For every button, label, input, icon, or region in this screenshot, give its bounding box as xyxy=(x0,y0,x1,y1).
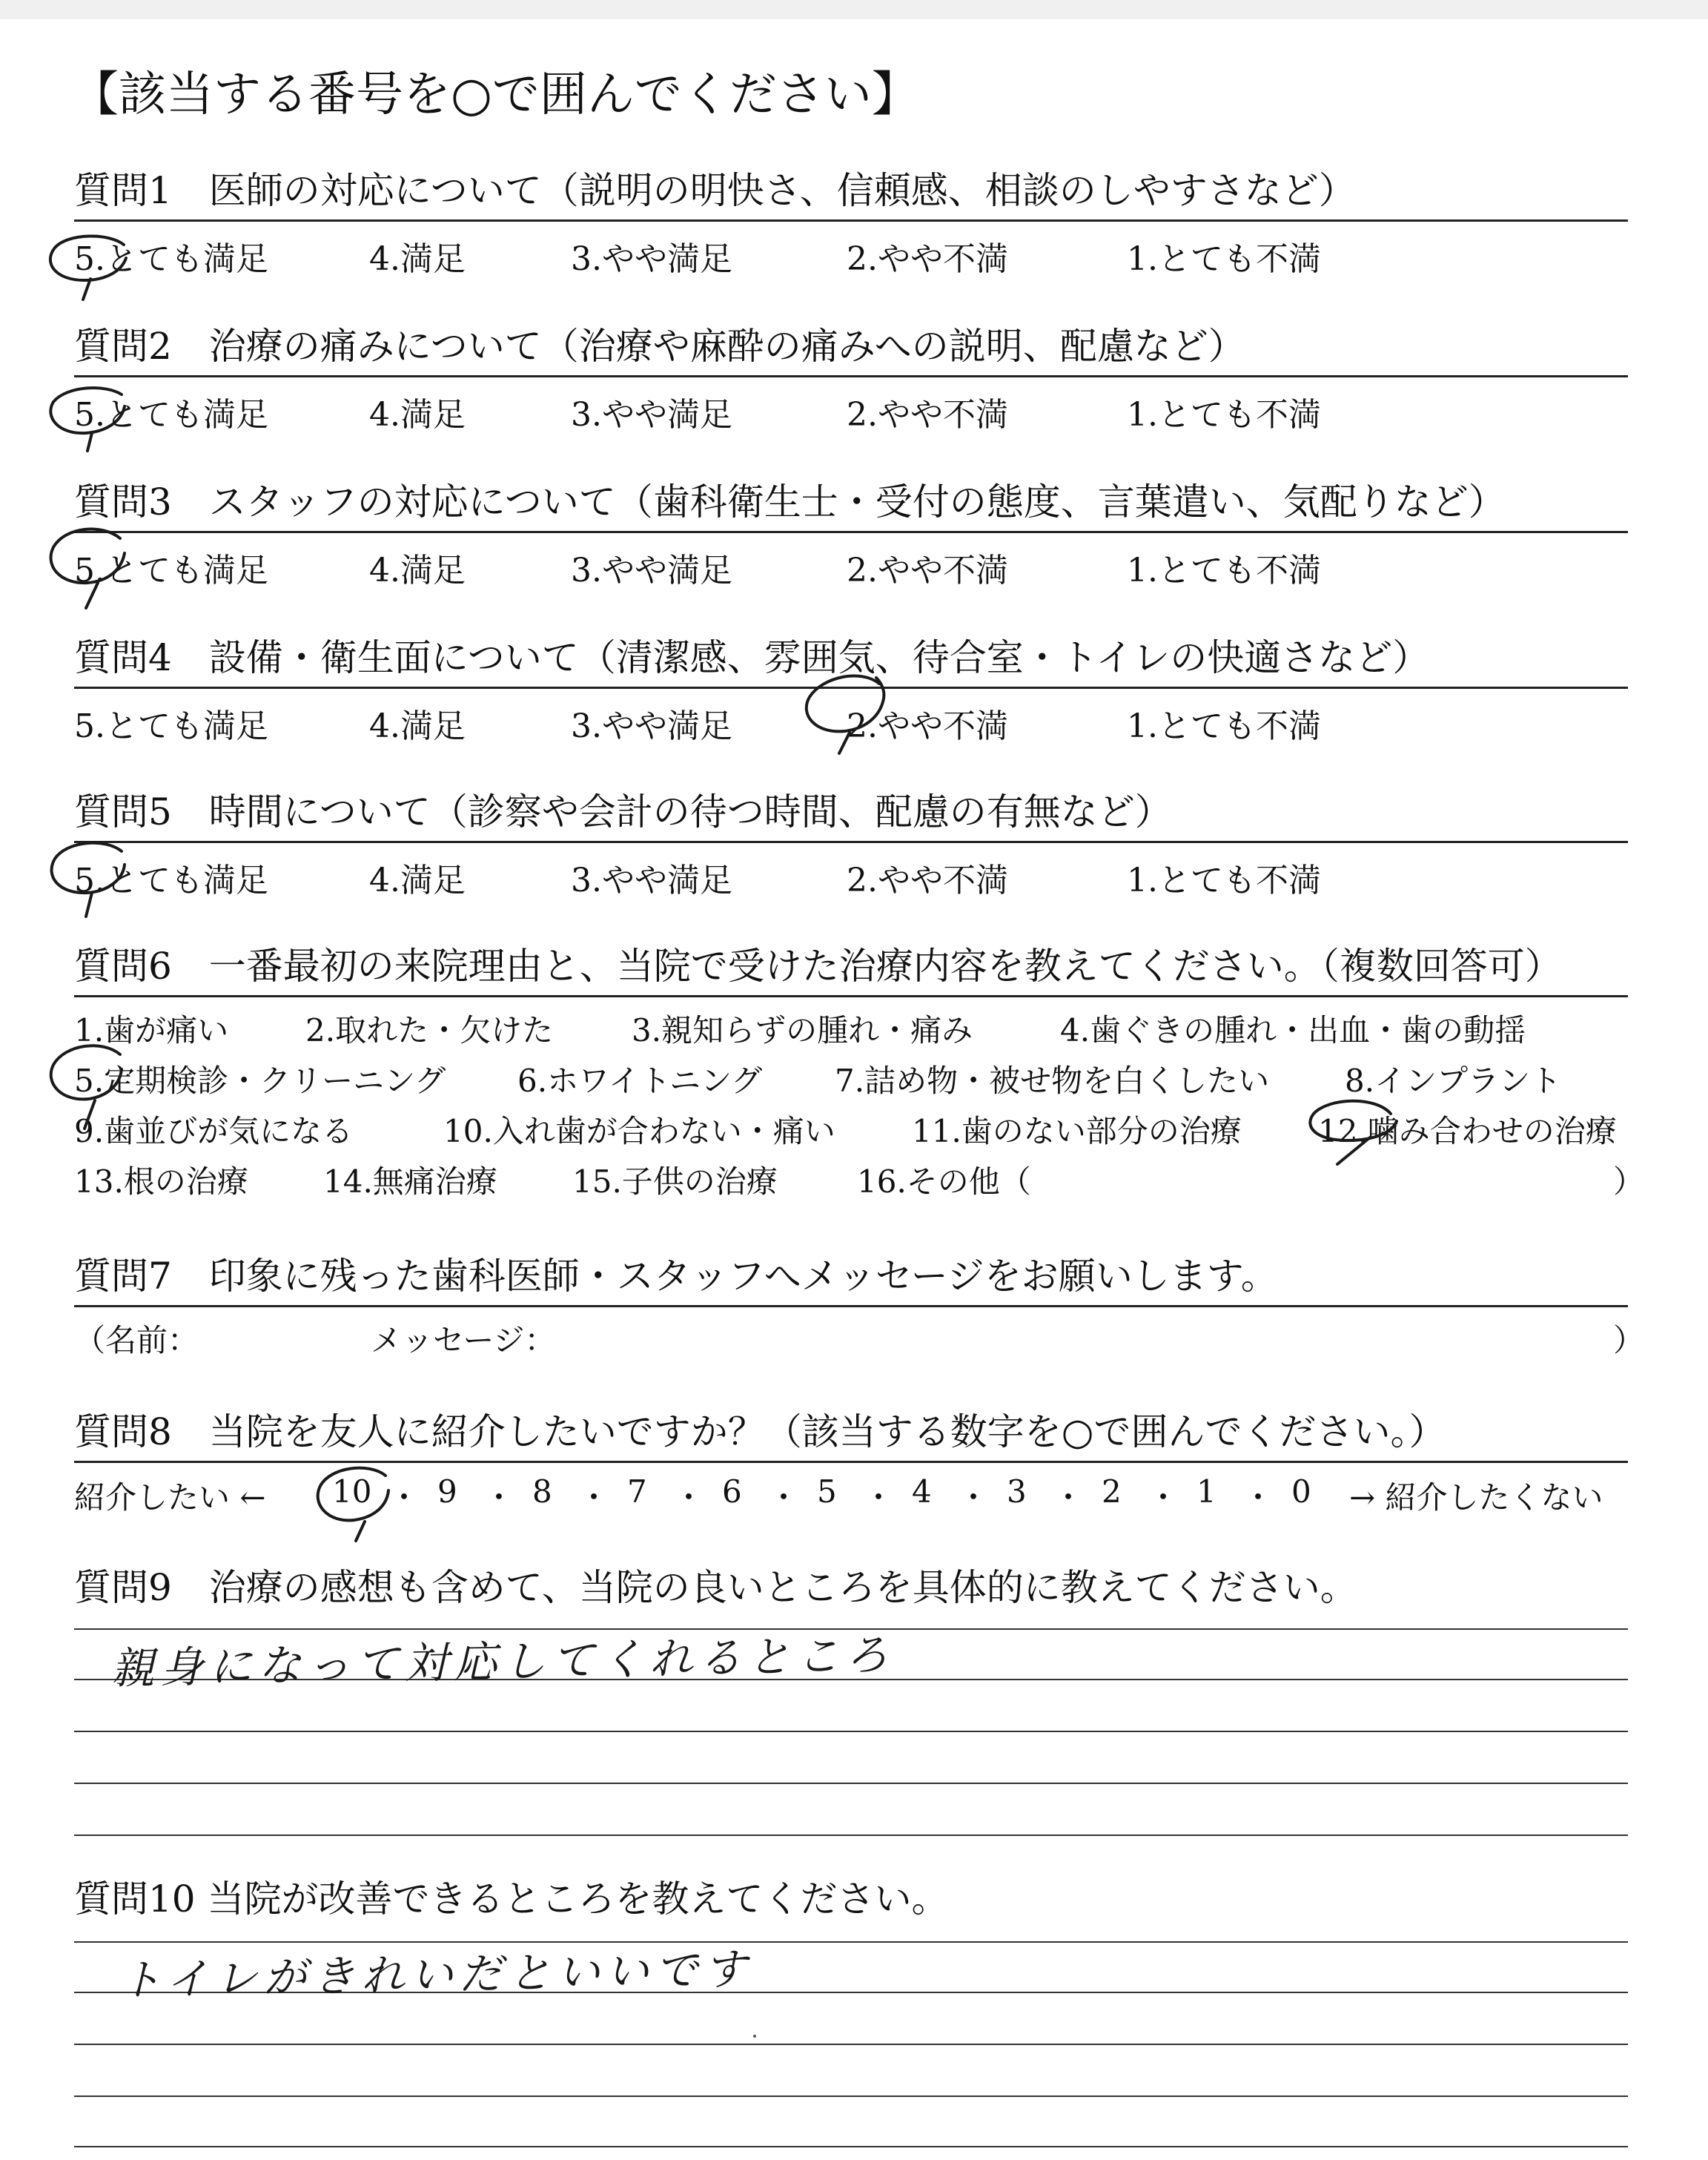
question-6-options xyxy=(74,1000,1645,1202)
q5-option-4[interactable]: 4.満足 xyxy=(369,862,466,899)
q6-option-11[interactable]: 11.歯のない部分の治療 xyxy=(912,1113,1242,1149)
question-4 xyxy=(74,635,1628,745)
q10-handwritten-answer[interactable]: トイレがきれいだといいです xyxy=(118,1943,753,2006)
question-9-title: 質問9 治療の感想も含めて、当院の良いところを具体的に教えてください。 xyxy=(74,1566,1357,1609)
q6-option-2[interactable]: 2.取れた・欠けた xyxy=(305,1012,554,1048)
question-10 xyxy=(74,1876,1628,1922)
question-5 xyxy=(74,789,1628,899)
q5-option-2[interactable]: 2.やや不満 xyxy=(847,862,1008,899)
scan-top-edge xyxy=(0,0,1708,19)
question-7-title: 質問7 印象に残った歯科医師・スタッフへメッセージをお願いします。 xyxy=(74,1255,1278,1298)
q8-score-5[interactable]: 5 xyxy=(817,1473,837,1510)
q8-score-1[interactable]: 1 xyxy=(1196,1473,1217,1510)
q5-option-1[interactable]: 1.とても不満 xyxy=(1127,862,1321,899)
q8-score-2[interactable]: 2 xyxy=(1102,1473,1122,1510)
q10-writing-line xyxy=(74,2146,1628,2147)
question-9 xyxy=(74,1565,1628,1611)
q2-option-4[interactable]: 4.満足 xyxy=(369,396,466,434)
q7-name-label: （名前： xyxy=(74,1322,199,1358)
q6-option-10[interactable]: 10.入れ歯が合わない・痛い xyxy=(443,1113,835,1149)
question-4-options xyxy=(74,692,1628,745)
question-2-rule xyxy=(74,375,1628,377)
q4-option-2[interactable]: 2.やや不満 xyxy=(847,707,1008,745)
q8-sep: ・ xyxy=(483,1479,515,1516)
question-3-options xyxy=(74,536,1628,589)
q3-option-1[interactable]: 1.とても不満 xyxy=(1127,552,1321,589)
question-4-rule xyxy=(74,687,1628,689)
q2-option-5[interactable]: 5.とても満足 xyxy=(74,396,268,434)
question-1-rule xyxy=(74,219,1628,222)
q8-score-8[interactable]: 8 xyxy=(532,1473,552,1510)
q4-option-4[interactable]: 4.満足 xyxy=(369,707,466,745)
q6-option-14[interactable]: 14.無痛治療 xyxy=(323,1163,497,1200)
q1-option-5[interactable]: 5.とても満足 xyxy=(74,240,268,278)
q4-option-5[interactable]: 5.とても満足 xyxy=(74,707,268,745)
q3-option-4[interactable]: 4.満足 xyxy=(369,552,466,589)
q10-writing-line xyxy=(74,2044,1628,2045)
question-2-options xyxy=(74,380,1628,434)
q2-option-3[interactable]: 3.やや満足 xyxy=(571,396,732,434)
q8-sep: ・ xyxy=(388,1479,420,1516)
q8-score-4[interactable]: 4 xyxy=(912,1473,932,1510)
q7-close-paren: ） xyxy=(1613,1322,1645,1358)
question-10-title: 質問10 当院が改善できるところを教えてください。 xyxy=(74,1877,949,1920)
q6-option-3[interactable]: 3.親知らずの腫れ・痛み xyxy=(632,1012,973,1048)
question-6 xyxy=(74,943,1645,1202)
q6-option-16[interactable]: 16.その他（ xyxy=(857,1163,1031,1200)
q1-option-1[interactable]: 1.とても不満 xyxy=(1127,240,1321,278)
q8-sep: ・ xyxy=(578,1479,610,1516)
q6-option-4[interactable]: 4.歯ぐきの腫れ・出血・歯の動揺 xyxy=(1060,1012,1526,1048)
q8-sep: ・ xyxy=(1053,1479,1085,1516)
question-2-title: 質問2 治療の痛みについて（治療や麻酔の痛みへの説明、配慮など） xyxy=(74,325,1245,368)
q8-score-6[interactable]: 6 xyxy=(722,1473,742,1510)
q8-score-10[interactable]: 10 xyxy=(332,1473,372,1510)
question-4-title: 質問4 設備・衛生面について（清潔感、雰囲気、待合室・トイレの快適さなど） xyxy=(74,636,1430,679)
question-1-title: 質問1 医師の対応について（説明の明快さ、信頼感、相談のしやすさなど） xyxy=(74,169,1356,212)
q8-sep: ・ xyxy=(958,1479,990,1516)
form-title: 【該当する番号を○で囲んでください】 xyxy=(71,67,919,122)
q6-option-6[interactable]: 6.ホワイトニング xyxy=(517,1063,763,1099)
q8-right-label: → 紹介したくない xyxy=(1349,1479,1603,1516)
q4-option-3[interactable]: 3.やや満足 xyxy=(571,707,732,745)
q8-left-label: 紹介したい ← xyxy=(74,1479,266,1516)
q4-option-1[interactable]: 1.とても不満 xyxy=(1127,707,1321,745)
question-1 xyxy=(74,168,1628,278)
q8-score-3[interactable]: 3 xyxy=(1007,1473,1027,1510)
q6-option-5[interactable]: 5.定期検診・クリーニング xyxy=(74,1063,446,1099)
q9-writing-line xyxy=(74,1731,1628,1732)
question-7-fields xyxy=(74,1312,1645,1358)
q6-row-4 xyxy=(74,1152,1645,1202)
q8-sep: ・ xyxy=(863,1479,895,1516)
q3-option-3[interactable]: 3.やや満足 xyxy=(571,552,732,589)
q6-option-8[interactable]: 8.インプラント xyxy=(1345,1063,1562,1099)
q8-sep: ・ xyxy=(673,1479,705,1516)
q9-writing-line xyxy=(74,1834,1628,1836)
q8-score-0[interactable]: 0 xyxy=(1291,1473,1311,1510)
question-6-rule xyxy=(74,995,1628,997)
q6-option-1[interactable]: 1.歯が痛い xyxy=(74,1012,229,1048)
question-8 xyxy=(74,1409,1628,1516)
q7-message-label: メッセージ： xyxy=(371,1322,556,1358)
question-3-title: 質問3 スタッフの対応について（歯科衛生士・受付の態度、言葉遣い、気配りなど） xyxy=(74,480,1506,524)
q8-score-7[interactable]: 7 xyxy=(627,1473,647,1510)
q8-sep: ・ xyxy=(1242,1479,1274,1516)
question-2 xyxy=(74,323,1628,434)
question-5-options xyxy=(74,846,1628,899)
question-3-rule xyxy=(74,531,1628,533)
question-7-rule xyxy=(74,1305,1628,1307)
scan-speck xyxy=(753,2035,756,2038)
question-8-rule xyxy=(74,1461,1628,1463)
q3-option-2[interactable]: 2.やや不満 xyxy=(847,552,1008,589)
question-7 xyxy=(74,1253,1645,1358)
question-8-title: 質問8 当院を友人に紹介したいですか？（該当する数字を○で囲んでください。） xyxy=(74,1410,1446,1453)
q6-option-15[interactable]: 15.子供の治療 xyxy=(572,1163,778,1200)
q6-option-7[interactable]: 7.詰め物・被せ物を白くしたい xyxy=(835,1063,1270,1099)
q6-row-1 xyxy=(74,1000,1628,1051)
question-1-options xyxy=(74,225,1628,278)
q6-row-2 xyxy=(74,1051,1628,1101)
q6-option-9[interactable]: 9.歯並びが気になる xyxy=(74,1113,354,1149)
q10-writing-line xyxy=(74,2095,1628,2097)
q6-option-13[interactable]: 13.根の治療 xyxy=(74,1163,248,1200)
q6-row-3 xyxy=(74,1101,1628,1152)
question-5-rule xyxy=(74,841,1628,843)
q1-option-3[interactable]: 3.やや満足 xyxy=(571,240,732,278)
q8-sep: ・ xyxy=(768,1479,800,1516)
question-5-title: 質問5 時間について（診察や会計の待つ時間、配慮の有無など） xyxy=(74,790,1172,833)
q8-sep: ・ xyxy=(1148,1479,1179,1516)
q5-option-3[interactable]: 3.やや満足 xyxy=(571,862,732,899)
q1-option-4[interactable]: 4.満足 xyxy=(369,240,466,278)
q2-option-1[interactable]: 1.とても不満 xyxy=(1127,396,1321,434)
q9-writing-line xyxy=(74,1783,1628,1784)
q2-option-2[interactable]: 2.やや不満 xyxy=(847,396,1008,434)
q3-option-5[interactable]: 5.とても満足 xyxy=(74,552,268,589)
q6-option-12[interactable]: 12.噛み合わせの治療 xyxy=(1318,1113,1617,1149)
q8-score-9[interactable]: 9 xyxy=(437,1473,457,1510)
question-3 xyxy=(74,479,1628,589)
q9-handwritten-answer[interactable]: 親身になって対応してくれるところ xyxy=(110,1629,895,1694)
question-6-title: 質問6 一番最初の来院理由と、当院で受けた治療内容を教えてください。（複数回答可） xyxy=(74,945,1562,988)
q6-other-close-paren: ） xyxy=(1613,1163,1645,1200)
q5-option-5[interactable]: 5.とても満足 xyxy=(74,862,268,899)
q1-option-2[interactable]: 2.やや不満 xyxy=(847,240,1008,278)
question-8-scale xyxy=(74,1467,1628,1516)
